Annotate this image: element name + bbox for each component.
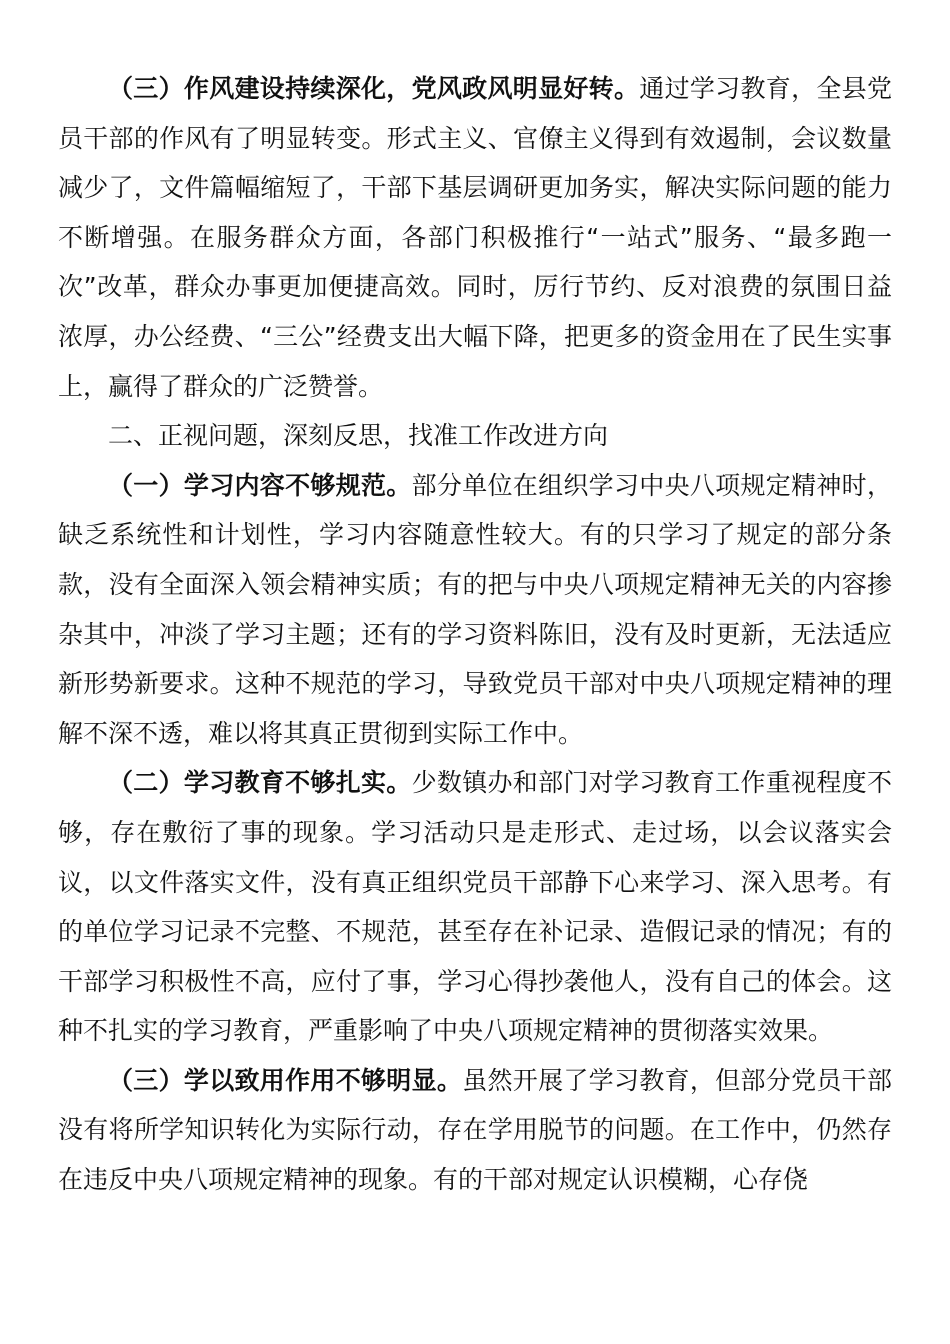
paragraph-lead: （二）学习教育不够扎实。	[108, 768, 412, 798]
paragraph-content-not-standard	[58, 461, 892, 759]
paragraph-style-improvement	[58, 64, 892, 411]
paragraph-lead: （三）作风建设持续深化，党风政风明显好转。	[108, 74, 640, 103]
document-page	[58, 64, 892, 1205]
paragraph-lead: （一）学习内容不够规范。	[108, 470, 412, 500]
paragraph-lead: （三）学以致用作用不够明显。	[108, 1065, 463, 1095]
section-heading: 二、正视问题，深刻反思，找准工作改进方向	[108, 421, 609, 451]
paragraph-education-not-solid	[58, 758, 892, 1056]
paragraph-body: 虽然开展了学习教育，但部分党员干部没有将所学知识转化为实际行动，存在学用脱节的问题。在工作中，仍然存在违反中央八项规定精神的现象。有的干部对规定认识模糊，心存侥	[58, 1065, 892, 1195]
paragraph-body: 通过学习教育，全县党员干部的作风有了明显转变。形式主义、官僚主义得到有效遏制，会议数量减少了，文件篇幅缩短了，干部下基层调研更加务实，解决实际问题的能力不断增强。在服务群众方面，各部门积极推行“一站式”服务、“最多跑一次”改革，群众办事更加便捷高效。同时，厉行节约、反对浪费的氛围日益浓厚，办公经费、“三公”经费支出大幅下降，把更多的资金用在了民生实事上，赢得了群众的广泛赞誉。	[58, 74, 892, 401]
paragraph-body: 少数镇办和部门对学习教育工作重视程度不够，存在敷衍了事的现象。学习活动只是走形式、走过场，以会议落实会议，以文件落实文件，没有真正组织党员干部静下心来学习、深入思考。有的单位学习记录不完整、不规范，甚至存在补记录、造假记录的情况；有的干部学习积极性不高，应付了事，学习心得抄袭他人，没有自己的体会。这种不扎实的学习教育，严重影响了中央八项规定精神的贯彻落实效果。	[58, 768, 892, 1046]
paragraph-application-not-obvious	[58, 1056, 892, 1205]
paragraph-body: 部分单位在组织学习中央八项规定精神时，缺乏系统性和计划性，学习内容随意性较大。有的只学习了规定的部分条款，没有全面深入领会精神实质；有的把与中央八项规定精神无关的内容掺杂其中，冲淡了学习主题；还有的学习资料陈旧，没有及时更新，无法适应新形势新要求。这种不规范的学习，导致党员干部对中央八项规定精神的理解不深不透，难以将其真正贯彻到实际工作中。	[58, 470, 892, 748]
